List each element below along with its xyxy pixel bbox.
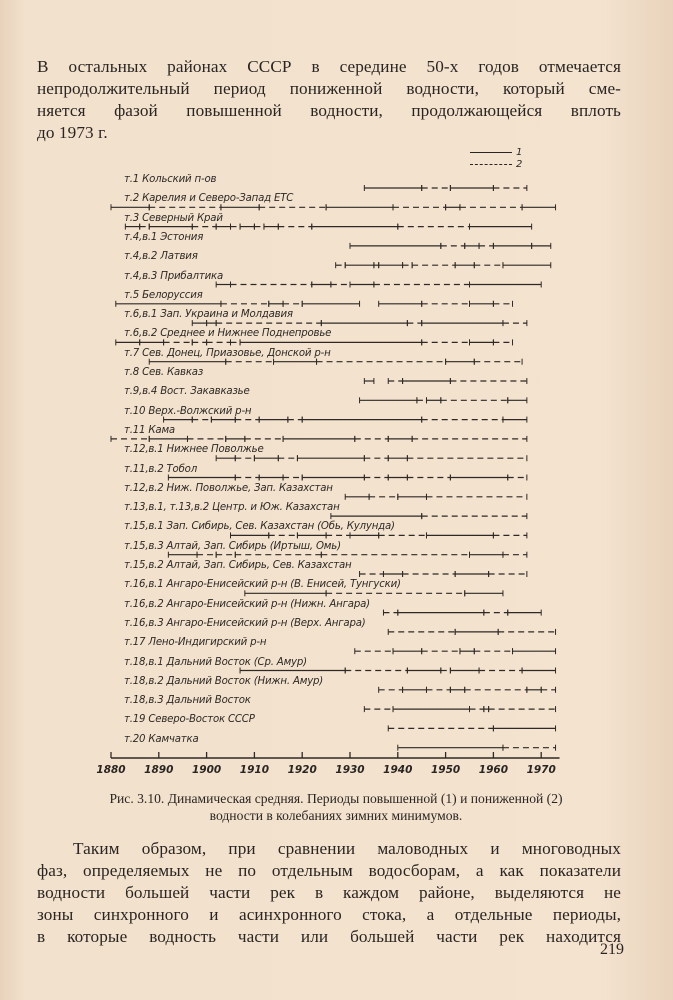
text-line: Таким образом, при сравнении маловодных и многоводных [73,839,621,858]
page-number: 219 [600,941,624,958]
x-tick-label: 1900 [191,764,222,776]
paragraph-bottom [37,838,621,948]
text-line: непродолжительный период пониженной водности, который сме- [37,79,621,98]
row-label: т.5 Белоруссия [124,289,203,301]
row-label: т.6,в.2 Среднее и Нижнее Поднепровье [124,328,332,340]
x-tick-label: 1950 [430,764,461,776]
row-label: т.1 Кольский п-ов [124,174,217,185]
text-line: няется фазой повышенной водности, продолжающейся вплоть [37,101,621,120]
x-tick-label: 1910 [239,764,270,776]
x-tick-label: 1930 [335,764,365,776]
row-label: т.12,в.1 Нижнее Поволжье [124,444,264,456]
caption-line: Рис. 3.10. Динамическая средняя. Периоды повышенной (1) и пониженной (2) [109,791,563,806]
row-label: т.18,в.3 Дальний Восток [124,695,251,707]
row-label: т.11,в.2 Тобол [124,463,198,475]
row-label: т.15,в.3 Алтай, Зап. Сибирь (Иртыш, Омь) [124,540,341,552]
row-label: т.15,в.2 Алтай, Зап. Сибирь, Сев. Казахстан [124,560,352,571]
text-line: в которые водность части или большей части рек находится [37,927,621,946]
text-line: водности большей части рек в каждом районе, выделяются не [37,883,621,902]
row-label: т.11 Кама [124,424,175,436]
text-line: зоны синхронного и асинхронного стока, а отдельные периоды, [37,905,621,924]
row-label: т.18,в.2 Дальний Восток (Нижн. Амур) [124,675,324,687]
row-label: т.6,в.1 Зап. Украина и Молдавия [124,309,293,321]
row-label: т.7 Сев. Донец, Приазовье, Донской р-н [124,347,331,359]
row-label: т.8 Сев. Кавказ [124,367,204,378]
row-label: т.15,в.1 Зап. Сибирь, Сев. Казахстан (Обь, Кулунда) [124,521,395,533]
x-tick-label: 1920 [287,764,317,776]
text-line: фаз, определяемых не по отдельным водосборам, а как показатели [37,861,621,880]
row-label: т.20 Камчатка [124,733,199,745]
text-line: до 1973 г. [37,123,108,142]
row-label: т.4,в.3 Прибалтика [124,270,223,282]
legend-key: 2 [516,158,523,170]
row-label: т.2 Карелия и Северо-Запад ЕТС [124,193,294,205]
caption-line: водности в колебаниях зимних минимумов. [209,808,463,823]
row-label: т.13,в.1, т.13,в.2 Центр. и Юж. Казахстан [124,502,340,514]
x-tick-label: 1940 [383,764,413,776]
legend-key: 1 [516,146,523,158]
row-label: т.19 Северо-Восток СССР [124,714,255,726]
row-label: т.16,в.3 Ангаро-Енисейский р-н (Верх. Ангара) [124,617,366,629]
x-tick-label: 1880 [96,764,126,776]
x-tick-label: 1960 [478,764,509,776]
row-label: т.17 Лено-Индигирский р-н [124,637,267,649]
row-label: т.10 Верх.-Волжский р-н [124,405,252,417]
row-label: т.4,в.1 Эстония [124,231,204,243]
row-label: т.4,в.2 Латвия [124,251,198,263]
row-label: т.3 Северный Край [124,212,223,224]
x-tick-label: 1970 [526,764,556,776]
row-label: т.16,в.2 Ангаро-Енисейский р-н (Нижн. Ангара) [124,598,370,610]
row-label: т.9,в.4 Вост. Закавказье [124,386,250,398]
text-line: В остальных районах СССР в середине 50-х годов отмечается [37,57,621,76]
x-tick-label: 1890 [144,764,174,776]
row-label: т.18,в.1 Дальний Восток (Ср. Амур) [124,656,307,668]
row-label: т.12,в.2 Ниж. Поволжье, Зап. Казахстан [124,482,333,494]
row-label: т.16,в.1 Ангаро-Енисейский р-н (В. Енисей, Тунгуски) [124,579,401,591]
figure-caption [30,790,642,824]
